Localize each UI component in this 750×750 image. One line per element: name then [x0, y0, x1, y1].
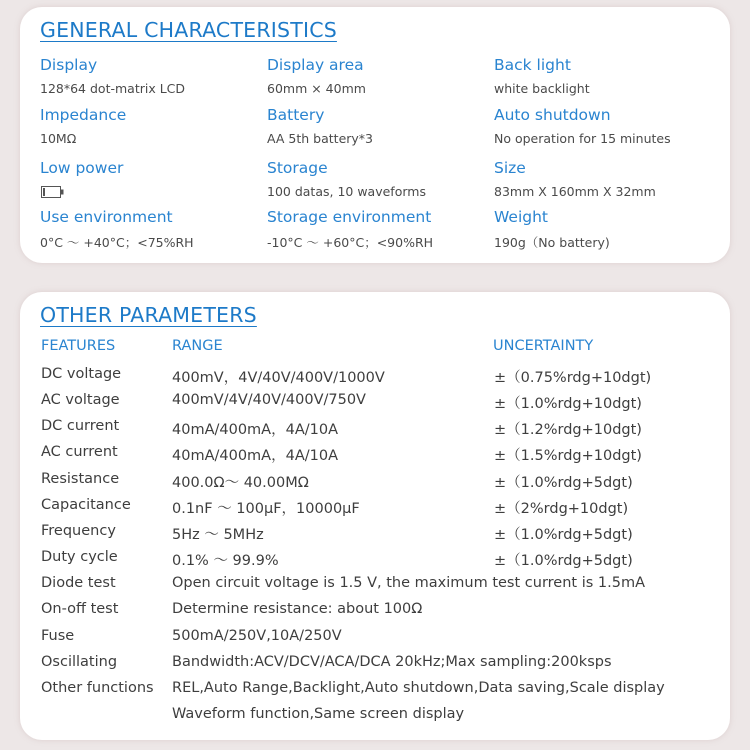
parameter-row	[20, 497, 730, 523]
parameter-row	[20, 680, 730, 706]
parameter-row	[20, 628, 730, 654]
battery-label: Battery	[267, 106, 325, 124]
use-environment-label: Use environment	[40, 208, 173, 226]
uncertainty-cell: ±（1.0%rdg+5dgt)	[494, 475, 633, 491]
display-area-value: 60mm × 40mm	[267, 81, 366, 96]
parameter-row	[20, 706, 730, 732]
range-cell: 5Hz ～ 5MHz	[172, 527, 264, 543]
range-cell: 0.1nF ～ 100μF，10000μF	[172, 501, 360, 517]
range-cell: 400mV，4V/40V/400V/1000V	[172, 370, 385, 386]
display-value: 128*64 dot-matrix LCD	[40, 81, 186, 96]
range-cell: 40mA/400mA，4A/10A	[172, 448, 338, 464]
storage-value: 100 datas, 10 waveforms	[267, 184, 426, 199]
range-cell: Open circuit voltage is 1.5 V, the maximum test current is 1.5mA	[172, 575, 645, 591]
feature-cell: Frequency	[41, 523, 116, 539]
feature-cell: Other functions	[41, 680, 154, 696]
parameter-row	[20, 418, 730, 444]
parameter-row	[20, 575, 730, 601]
general-characteristics-title: GENERAL CHARACTERISTICS	[40, 18, 337, 42]
parameter-row	[20, 654, 730, 680]
uncertainty-cell: ±（1.0%rdg+5dgt)	[494, 553, 633, 569]
other-parameters-title: OTHER PARAMETERS	[40, 303, 257, 327]
battery-value: AA 5th battery*3	[267, 131, 373, 146]
storage-label: Storage	[267, 159, 328, 177]
parameter-row	[20, 601, 730, 627]
weight-value: 190g（No battery)	[494, 235, 610, 250]
impedance-label: Impedance	[40, 106, 127, 124]
auto-shutdown-label: Auto shutdown	[494, 106, 611, 124]
range-cell: Determine resistance: about 100Ω	[172, 601, 423, 617]
back-light-value: white backlight	[494, 81, 590, 96]
feature-cell: DC voltage	[41, 366, 122, 382]
display-label: Display	[40, 56, 98, 74]
uncertainty-cell: ±（1.0%rdg+5dgt)	[494, 527, 633, 543]
parameter-row	[20, 392, 730, 418]
size-label: Size	[494, 159, 526, 177]
storage-environment-value: -10°C ～ +60°C；<90%RH	[267, 235, 434, 250]
size-value: 83mm X 160mm X 32mm	[494, 184, 656, 199]
uncertainty-cell: ±（0.75%rdg+10dgt)	[494, 370, 652, 386]
battery-low-icon	[41, 186, 64, 198]
use-environment-value: 0°C ～ +40°C；<75%RH	[40, 235, 194, 250]
feature-cell: On-off test	[41, 601, 119, 617]
parameter-row	[20, 444, 730, 470]
back-light-label: Back light	[494, 56, 571, 74]
parameter-row	[20, 523, 730, 549]
range-cell: 400.0Ω～ 40.00MΩ	[172, 475, 309, 491]
low-power-label: Low power	[40, 159, 124, 177]
storage-environment-label: Storage environment	[267, 208, 432, 226]
uncertainty-cell: ±（1.5%rdg+10dgt)	[494, 448, 642, 464]
feature-cell: DC current	[41, 418, 120, 434]
range-cell: Bandwidth:ACV/DCV/ACA/DCA 20kHz;Max sampling:200ksps	[172, 654, 612, 670]
feature-cell: Oscillating	[41, 654, 118, 670]
weight-label: Weight	[494, 208, 549, 226]
general-characteristics-card	[20, 7, 730, 263]
range-cell: 0.1% ～ 99.9%	[172, 553, 279, 569]
parameter-row	[20, 549, 730, 575]
auto-shutdown-value: No operation for 15 minutes	[494, 131, 671, 146]
feature-cell: Fuse	[41, 628, 75, 644]
range-header: RANGE	[172, 338, 223, 354]
feature-cell: Duty cycle	[41, 549, 118, 565]
uncertainty-cell: ±（1.0%rdg+10dgt)	[494, 396, 642, 412]
parameter-row	[20, 366, 730, 392]
features-header: FEATURES	[41, 338, 116, 354]
feature-cell: AC voltage	[41, 392, 120, 408]
impedance-value: 10MΩ	[40, 131, 77, 146]
range-cell: 40mA/400mA，4A/10A	[172, 422, 338, 438]
feature-cell: AC current	[41, 444, 118, 460]
uncertainty-cell: ±（2%rdg+10dgt)	[494, 501, 629, 517]
range-cell: 500mA/250V,10A/250V	[172, 628, 342, 644]
feature-cell: Resistance	[41, 471, 120, 487]
range-cell: Waveform function,Same screen display	[172, 706, 465, 722]
uncertainty-cell: ±（1.2%rdg+10dgt)	[494, 422, 642, 438]
feature-cell: Diode test	[41, 575, 116, 591]
range-cell: REL,Auto Range,Backlight,Auto shutdown,Data saving,Scale display	[172, 680, 665, 696]
display-area-label: Display area	[267, 56, 364, 74]
feature-cell: Capacitance	[41, 497, 131, 513]
parameter-row	[20, 471, 730, 497]
other-parameters-card	[20, 292, 730, 740]
range-cell: 400mV/4V/40V/400V/750V	[172, 392, 366, 408]
uncertainty-header: UNCERTAINTY	[493, 338, 594, 354]
